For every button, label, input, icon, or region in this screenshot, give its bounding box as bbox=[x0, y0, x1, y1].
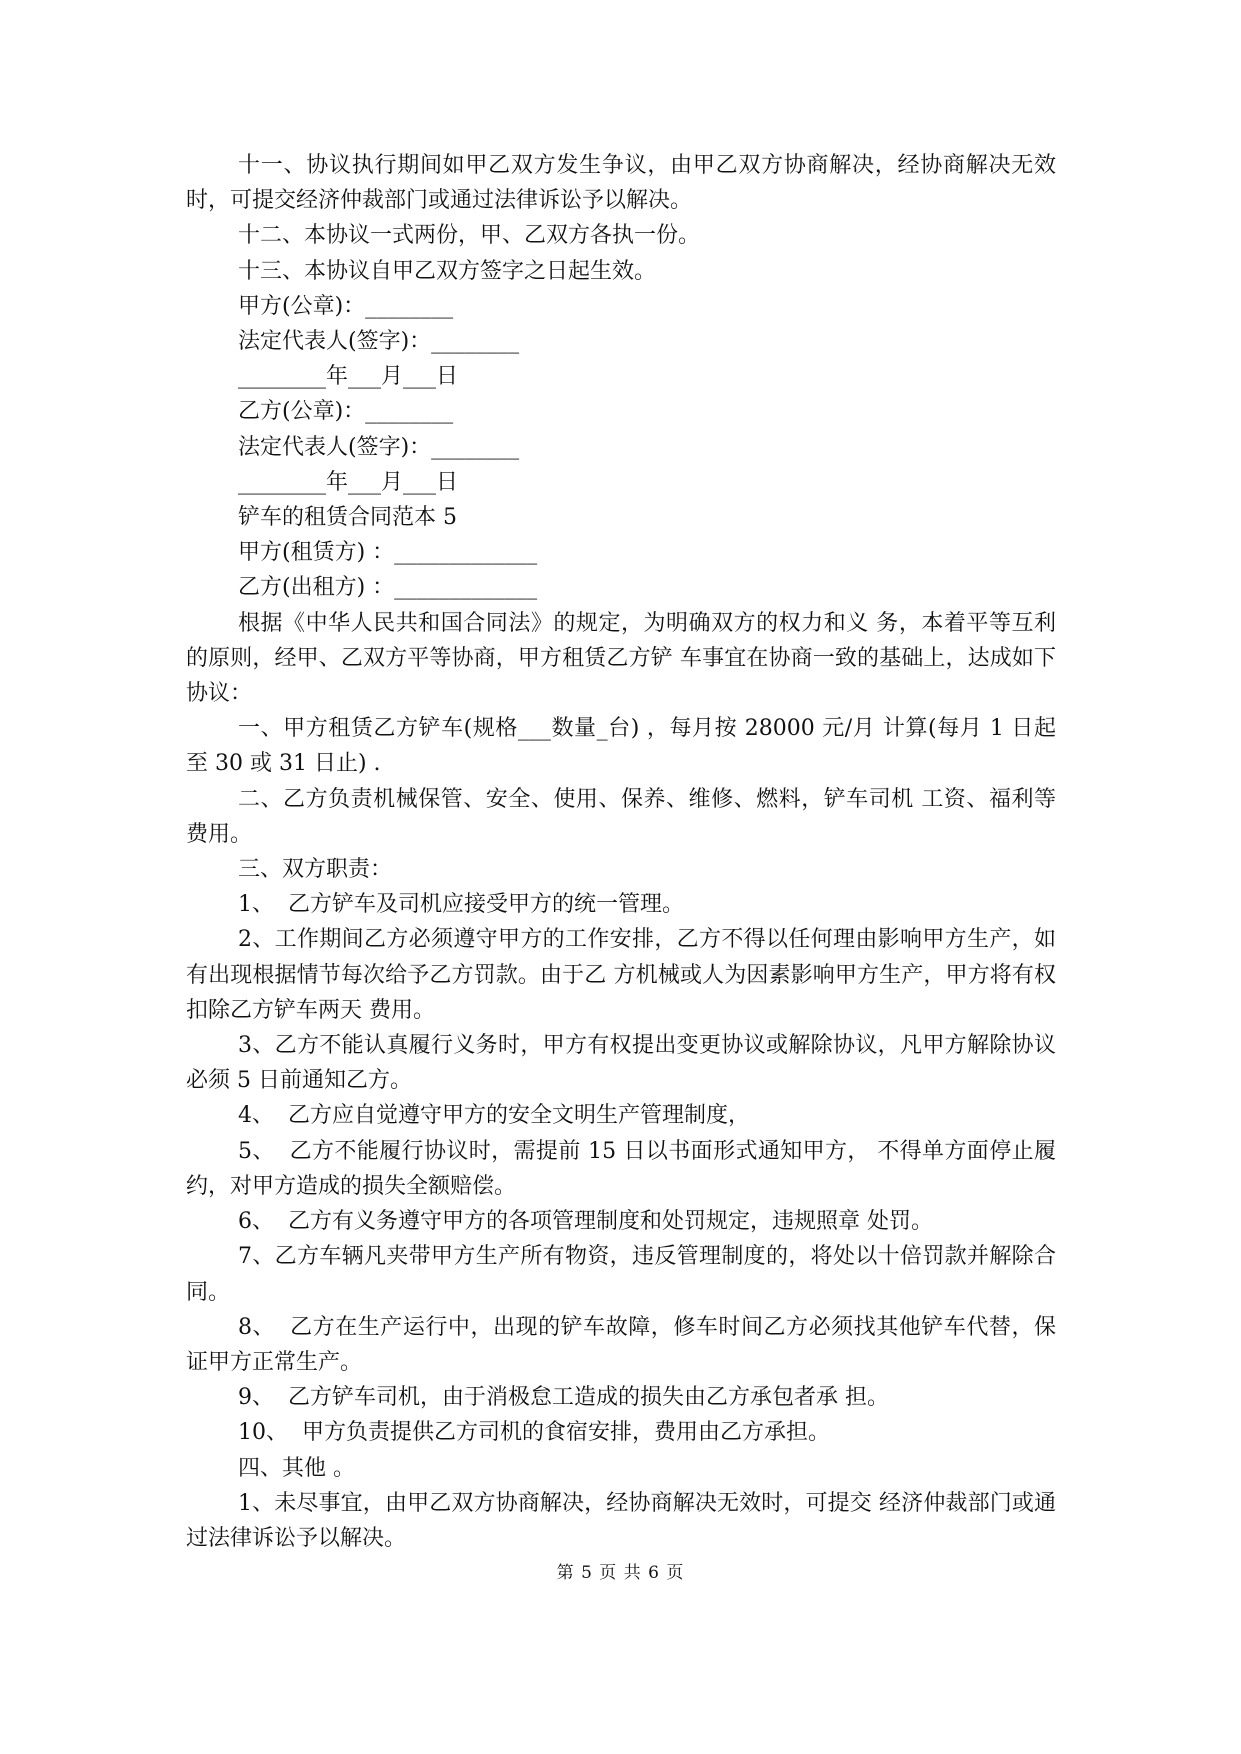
party-a-representative-line: 法定代表人(签字)：________ bbox=[238, 329, 520, 355]
duty-item-4: 4、 乙方应自觉遵守甲方的安全文明生产管理制度， bbox=[238, 1103, 750, 1129]
party-b-seal-line: 乙方(公章)：________ bbox=[238, 399, 454, 425]
party-b-representative-line: 法定代表人(签字)：________ bbox=[238, 434, 520, 460]
duty-item-1: 1、 乙方铲车及司机应接受甲方的统一管理。 bbox=[238, 892, 684, 918]
page-number-footer: 第 5 页 共 6 页 bbox=[556, 1563, 685, 1583]
duty-item-3: 3、乙方不能认真履行义务时，甲方有权提出变更协议或解除协议，凡甲方解除协议必须 5 日前通知乙方。 bbox=[186, 1033, 1056, 1094]
paragraph-clause-11: 十一、协议执行期间如甲乙双方发生争议，由甲乙双方协商解决，经协商解决无效时，可提交经济仲裁部门或通过法律诉讼予以解决。 bbox=[186, 153, 1056, 214]
party-a-seal-line: 甲方(公章)：________ bbox=[238, 293, 454, 319]
duty-item-9: 9、 乙方铲车司机，由于消极怠工造成的损失由乙方承包者承 担。 bbox=[238, 1385, 889, 1411]
section-heading-other: 四、其他 。 bbox=[238, 1455, 355, 1481]
preamble-paragraph: 根据《中华人民共和国合同法》的规定，为明确双方的权力和义 务，本着平等互利的原则，经甲、乙双方平等协商，甲方租赁乙方铲 车事宜在协商一致的基础上，达成如下协议： bbox=[186, 610, 1056, 707]
contract-title: 铲车的租赁合同范本 5 bbox=[238, 505, 457, 531]
duty-item-7: 7、乙方车辆凡夹带甲方生产所有物资，违反管理制度的，将处以十倍罚款并解除合同。 bbox=[186, 1244, 1056, 1305]
paragraph-clause-12: 十二、本协议一式两份，甲、乙双方各执一份。 bbox=[238, 223, 701, 249]
lessee-line: 甲方(租赁方) ：_____________ bbox=[238, 540, 538, 566]
duty-item-5: 5、 乙方不能履行协议时，需提前 15 日以书面形式通知甲方， 不得单方面停止履约，对甲方造成的损失全额赔偿。 bbox=[186, 1138, 1056, 1199]
party-a-date-line: ________年___月___日 bbox=[238, 364, 459, 390]
other-item-1: 1、未尽事宜，由甲乙双方协商解决，经协商解决无效时，可提交 经济仲裁部门或通过法律诉讼予以解决。 bbox=[186, 1490, 1056, 1551]
section-heading-duties: 三、双方职责： bbox=[238, 857, 393, 883]
document-body bbox=[186, 148, 1056, 1556]
duty-item-2: 2、工作期间乙方必须遵守甲方的工作安排，乙方不得以任何理由影响甲方生产，如有出现根据情节每次给予乙方罚款。由于乙 方机械或人为因素影响甲方生产，甲方将有权扣除乙方铲车两天 费用。 bbox=[186, 927, 1056, 1023]
paragraph-clause-13: 十三、本协议自甲乙双方签字之日起生效。 bbox=[238, 258, 657, 284]
paragraph-article-1: 一、甲方租赁乙方铲车(规格___数量_台) ，每月按 28000 元/月 计算(每月 1 日起至 30 或 31 日止) . bbox=[186, 716, 1056, 777]
duty-item-10: 10、 甲方负责提供乙方司机的食宿安排，费用由乙方承担。 bbox=[238, 1420, 830, 1446]
party-b-date-line: ________年___月___日 bbox=[238, 469, 459, 495]
duty-item-6: 6、 乙方有义务遵守甲方的各项管理制度和处罚规定，违规照章 处罚。 bbox=[238, 1209, 933, 1235]
duty-item-8: 8、 乙方在生产运行中，出现的铲车故障，修车时间乙方必须找其他铲车代替，保证甲方正常生产。 bbox=[186, 1314, 1056, 1375]
lessor-line: 乙方(出租方) ：_____________ bbox=[238, 575, 538, 601]
paragraph-article-2: 二、乙方负责机械保管、安全、使用、保养、维修、燃料，铲车司机 工资、福利等费用。 bbox=[186, 786, 1056, 847]
